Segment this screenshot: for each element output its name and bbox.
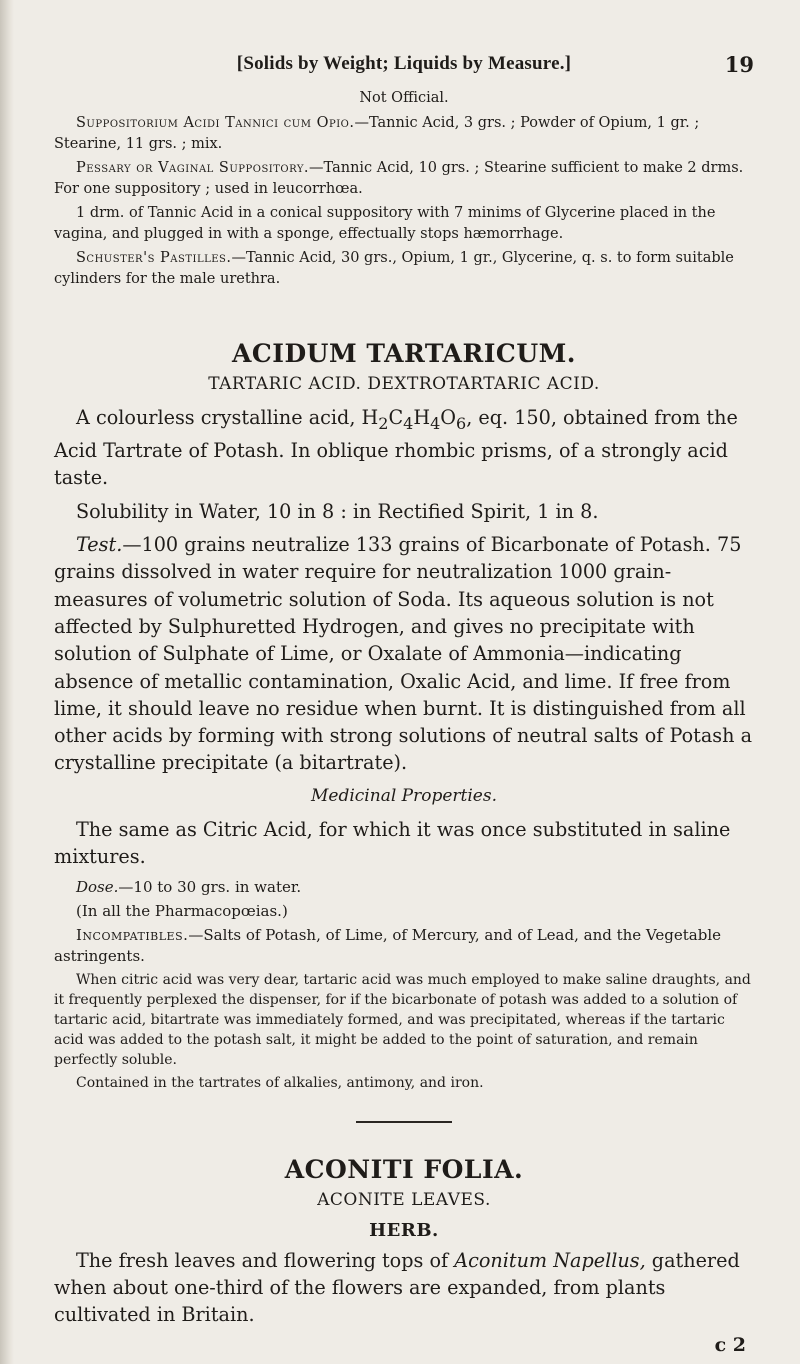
dose	[54, 877, 754, 898]
page-content	[54, 52, 754, 1356]
running-header	[54, 52, 754, 88]
page-binding-edge	[0, 0, 14, 1364]
page-number: 19	[724, 52, 754, 77]
aconiti-title: ACONITI FOLIA.	[284, 1154, 524, 1184]
acidum-title: ACIDUM TARTARICUM.	[232, 339, 576, 368]
acidum-description	[54, 404, 754, 492]
formula-o: O	[440, 406, 456, 429]
dose-text: —10 to 30 grs. in water.	[118, 877, 302, 896]
incompatibles	[54, 925, 754, 967]
formula-c: C	[388, 406, 404, 429]
suppository-entry	[54, 113, 754, 155]
aconiti-body	[54, 1247, 754, 1329]
suppository-name: Suppositorium Acidi Tannici cum Opio.	[76, 115, 355, 131]
citric-acid-note: When citric acid was very dear, tartaric acid was much employed to make saline draughts, and it frequently perplexed the dispenser, for if the bicarbonate of potash was added to a solution of tartaric acid, bitartrate was immediately formed, and was precipitated, whereas if the tartaric acid was added to the potash salt, it might be added to the point of saturation, and remain perfectly soluble.	[54, 971, 751, 1068]
aconiti-description	[54, 1247, 754, 1329]
incompatibles-label: Incompatibles.	[76, 925, 189, 944]
desc-text-before: A colourless crystalline acid,	[76, 406, 362, 429]
schuster-name: Schuster's Pastilles.	[76, 250, 232, 266]
formula-sub-4b: 4	[430, 413, 441, 433]
pessary-entry	[54, 158, 754, 200]
incompatibles-text: —Salts of Potash, of Lime, of Mercury, and of Lead, and the Vegetable astringents.	[54, 925, 721, 965]
pessary-text: —Tannic Acid, 10 grs. ; Stearine sufficient to make 2 drms. For one suppository ; used in leucorrhœa.	[54, 160, 744, 197]
test-label: Test.	[76, 533, 123, 557]
drm-note: 1 drm. of Tannic Acid in a conical suppository with 7 minims of Glycerine placed in the vagina, and plugged in with a sponge, effectually stops hæmorrhage.	[54, 205, 716, 242]
aconiti-species: Aconitum Napellus,	[454, 1248, 646, 1272]
running-title: [Solids by Weight; Liquids by Measure.]	[236, 53, 572, 74]
not-official-heading: Not Official.	[359, 90, 449, 106]
acidum-body	[54, 404, 754, 871]
formula-h: H	[361, 406, 379, 429]
contained-in: Contained in the tartrates of alkalies, antimony, and iron.	[76, 1074, 484, 1091]
desc-text-after: , eq. 150, obtained from the Acid Tartrate of Potash. In oblique rhombic prisms, of a strongly acid taste.	[54, 406, 738, 490]
aconiti-desc-before: The fresh leaves and flowering tops of	[76, 1248, 455, 1272]
formula-sub-4a: 4	[403, 413, 414, 433]
schuster-text: —Tannic Acid, 30 grs., Opium, 1 gr., Glycerine, q. s. to form suitable cylinders for the male urethra.	[54, 250, 734, 287]
formula-sub-6: 6	[456, 413, 467, 433]
aconiti-desc-after: gathered when about one-third of the flowers are expanded, from plants cultivated in Britain.	[54, 1248, 740, 1327]
aconiti-subtitle: ACONITE LEAVES.	[317, 1189, 491, 1210]
acidum-subtitle: TARTARIC ACID. DEXTROTARTARIC ACID.	[208, 374, 600, 394]
suppository-text: —Tannic Acid, 3 grs. ; Powder of Opium, 1 gr. ; Stearine, 11 grs. ; mix.	[54, 115, 700, 152]
pessary-name: Pessary or Vaginal Suppository.	[76, 160, 310, 176]
test-paragraph	[54, 531, 754, 777]
chemical-formula	[361, 406, 467, 433]
schuster-entry	[54, 248, 754, 290]
dose-label: Dose.	[76, 877, 119, 896]
medicinal-heading: Medicinal Properties.	[311, 785, 497, 806]
not-official-section	[54, 88, 754, 290]
pharmacopoeias-note: (In all the Pharmacopœias.)	[76, 901, 288, 920]
medicinal-text: The same as Citric Acid, for which it was once substituted in saline mixtures.	[54, 817, 731, 869]
aconiti-herb: HERB.	[369, 1219, 439, 1241]
test-text: —100 grains neutralize 133 grains of Bicarbonate of Potash. 75 grains dissolved in water require for neutralization 1000 grain-measures of volumetric solution of Soda. Its aqueous solution is not affected by Sulphuretted Hydrogen, and gives no precipitate with solution of Sulphate of Lime, or Oxalate of Ammonia—indicating absence of metallic contamination, Oxalic Acid, and lime. If free from lime, it should leave no residue when burnt. It is distinguished from all other acids by forming with strong solutions of neutral salts of Potash a crystalline precipitate (a bitartrate).	[54, 533, 753, 775]
solubility: Solubility in Water, 10 in 8 : in Rectified Spirit, 1 in 8.	[76, 499, 599, 523]
formula-sub-2: 2	[378, 413, 389, 433]
formula-h2: H	[413, 406, 431, 429]
acidum-notes	[54, 877, 754, 1094]
signature-mark: c 2	[714, 1334, 746, 1357]
